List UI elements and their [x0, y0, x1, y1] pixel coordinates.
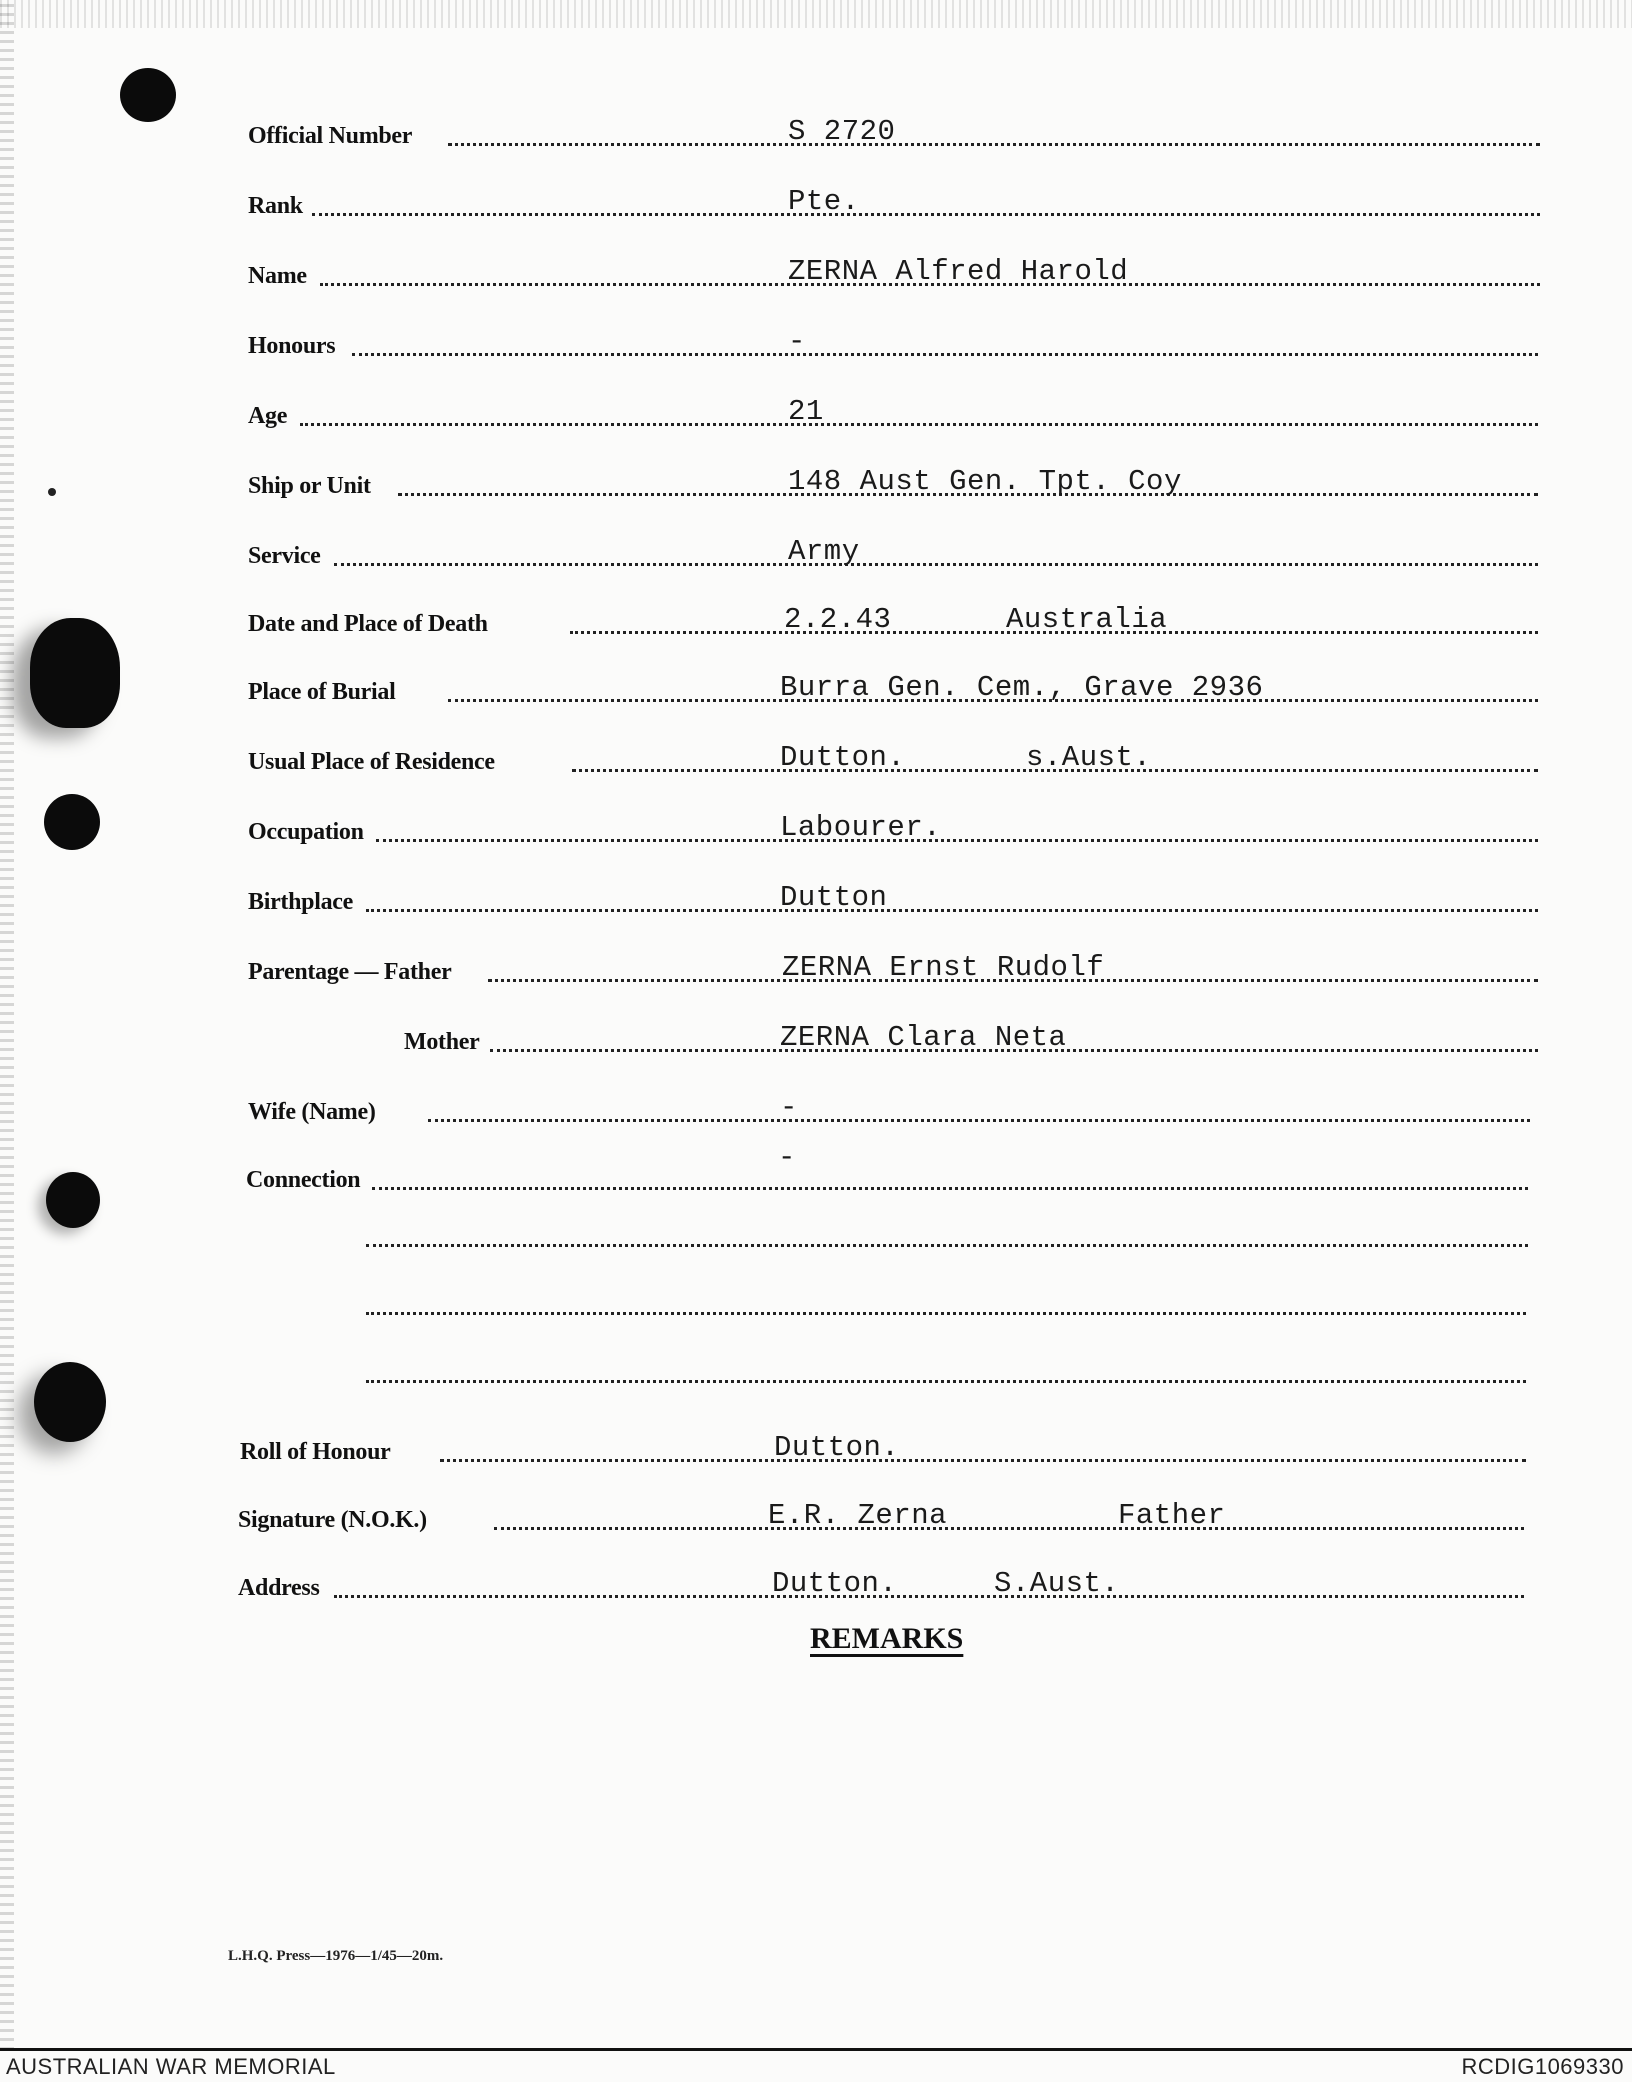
- footer-archive-name: AUSTRALIAN WAR MEMORIAL: [6, 2054, 336, 2079]
- field-name: [248, 252, 1540, 292]
- dotted-line: [366, 909, 1538, 912]
- dotted-line: [376, 839, 1538, 842]
- field-label: Parentage — Father: [248, 959, 452, 985]
- dotted-line: [448, 143, 1540, 146]
- footer-item-id: RCDIG1069330: [1461, 2054, 1624, 2079]
- field-value: S 2720: [788, 115, 896, 148]
- field-value: ZERNA Ernst Rudolf: [782, 951, 1105, 984]
- field-usual-residence: [248, 738, 1538, 778]
- field-value: Pte.: [788, 185, 860, 218]
- field-value: Army: [788, 535, 860, 568]
- field-label: Signature (N.O.K.): [238, 1507, 427, 1533]
- dotted-line: [494, 1527, 1524, 1530]
- field-value: -: [788, 325, 806, 358]
- field-place-of-burial: [248, 668, 1538, 708]
- field-label: Mother: [404, 1029, 480, 1055]
- field-connection: [246, 1141, 1528, 1196]
- field-parentage-mother: [404, 1018, 1538, 1058]
- field-service: [248, 532, 1538, 572]
- field-label: Birthplace: [248, 889, 353, 915]
- field-official-number: [248, 112, 1540, 152]
- field-date-place-of-death: [248, 600, 1538, 640]
- scan-left-edge: [0, 0, 14, 2050]
- field-birthplace: [248, 878, 1538, 918]
- dotted-line: [300, 423, 1538, 426]
- field-value: -: [778, 1141, 796, 1174]
- field-wife-name: [248, 1088, 1530, 1128]
- dotted-line: [352, 353, 1538, 356]
- field-age: [248, 392, 1538, 432]
- blank-dotted-line: [366, 1312, 1526, 1315]
- field-signature-nok: [238, 1496, 1524, 1536]
- field-value: Dutton.: [774, 1431, 900, 1464]
- field-label: Place of Burial: [248, 679, 396, 705]
- field-label: Address: [238, 1575, 320, 1601]
- scan-speck: [48, 488, 56, 496]
- field-value: 21: [788, 395, 824, 428]
- field-ship-or-unit: [248, 462, 1538, 502]
- field-value-secondary: s.Aust.: [1026, 741, 1152, 774]
- field-value: ZERNA Clara Neta: [780, 1021, 1067, 1054]
- field-roll-of-honour: [240, 1428, 1526, 1468]
- field-value-secondary: Australia: [1006, 603, 1168, 636]
- scan-edge-noise: [0, 0, 1632, 28]
- blank-dotted-line: [366, 1244, 1528, 1247]
- field-label: Rank: [248, 193, 303, 219]
- footer-rule: [0, 2048, 1632, 2051]
- field-label: Date and Place of Death: [248, 611, 488, 637]
- field-value: Burra Gen. Cem., Grave 2936: [780, 671, 1264, 704]
- dotted-line: [440, 1459, 1526, 1462]
- field-occupation: [248, 808, 1538, 848]
- field-label: Usual Place of Residence: [248, 749, 495, 775]
- field-value: Dutton.: [772, 1567, 898, 1600]
- dotted-line: [428, 1119, 1530, 1122]
- dotted-line: [312, 213, 1540, 216]
- field-rank: [248, 182, 1540, 222]
- field-value-secondary: Father: [1118, 1499, 1226, 1532]
- field-value: Dutton: [780, 881, 888, 914]
- field-label: Age: [248, 403, 288, 429]
- dotted-line: [334, 563, 1538, 566]
- field-honours: [248, 322, 1538, 362]
- field-address: [238, 1564, 1524, 1604]
- field-value: ZERNA Alfred Harold: [788, 255, 1129, 288]
- punch-hole: [120, 68, 176, 122]
- field-parentage-father: [248, 948, 1538, 988]
- punch-hole: [44, 794, 100, 850]
- field-label: Roll of Honour: [240, 1439, 391, 1465]
- punch-hole: [46, 1172, 100, 1228]
- field-value: Labourer.: [780, 811, 942, 844]
- field-label: Connection: [246, 1167, 361, 1193]
- field-label: Service: [248, 543, 321, 569]
- field-label: Ship or Unit: [248, 473, 371, 499]
- punch-hole: [34, 1362, 106, 1442]
- punch-hole: [30, 618, 120, 728]
- field-value: E.R. Zerna: [768, 1499, 948, 1532]
- field-label: Occupation: [248, 819, 364, 845]
- remarks-heading: REMARKS: [810, 1622, 964, 1655]
- field-value: -: [780, 1091, 798, 1124]
- field-value: 2.2.43: [784, 603, 892, 636]
- printer-imprint: L.H.Q. Press—1976—1/45—20m.: [228, 1948, 444, 1964]
- dotted-line: [372, 1187, 1528, 1190]
- dotted-line: [334, 1595, 1524, 1598]
- field-value: Dutton.: [780, 741, 906, 774]
- field-value: 148 Aust Gen. Tpt. Coy: [788, 465, 1182, 498]
- field-value-secondary: S.Aust.: [994, 1567, 1120, 1600]
- field-label: Wife (Name): [248, 1099, 376, 1125]
- blank-dotted-line: [366, 1380, 1526, 1383]
- field-label: Honours: [248, 333, 336, 359]
- field-label: Official Number: [248, 123, 413, 149]
- field-label: Name: [248, 263, 307, 289]
